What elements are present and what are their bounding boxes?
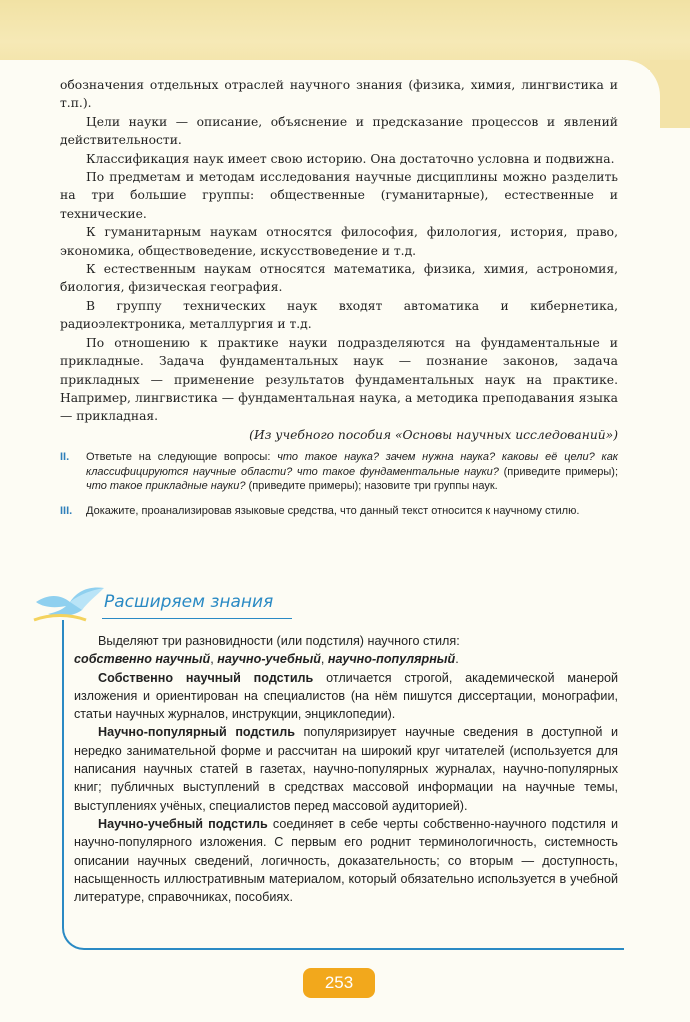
separator: ,	[210, 652, 218, 667]
term: Научно-популярный подстиль	[98, 725, 295, 740]
paragraph: Цели науки — описание, объяснение и предсказание процессов и явлений действительности.	[60, 114, 618, 148]
paragraph: Классификация наук имеет свою историю. Она достаточно условна и подвижна.	[86, 151, 615, 166]
paragraph: К гуманитарным наукам относятся философия, филология, история, право, экономика, обществоведение, искусствоведение и т.д.	[60, 225, 618, 258]
task-number: III.	[60, 504, 73, 517]
paragraph: По отношению к практике науки подразделяются на фундаментальные и прикладные. Задача фундаментальных наук — познание законов, задача прикладных — применение результатов фундаментальных наук на практике. Например, лингвистика — фундаментальная наука, а методика преподавания языка — прикладная.	[60, 335, 618, 424]
paragraph: По предметам и методам исследования научные дисциплины можно разделить на три большие группы: общественные (гуманитарные), естественные и технические.	[60, 170, 618, 221]
extension-text	[74, 632, 618, 906]
paragraph	[74, 723, 618, 814]
intro-text: Выделяют три разновидности (или подстиля) научного стиля:	[98, 634, 460, 648]
term-subst-3: научно-популярный	[327, 652, 456, 667]
task-text: (приведите примеры);	[498, 465, 618, 478]
term: Научно-учебный подстиль	[98, 816, 268, 831]
paragraph: обозначения отдельных отраслей научного знания (физика, химия, лингвистика и т.п.).	[60, 78, 618, 111]
page-number: 253	[303, 968, 375, 998]
paragraph	[74, 632, 618, 669]
source-citation: (Из учебного пособия «Основы научных исследований»)	[249, 427, 618, 442]
separator: ,	[320, 652, 328, 667]
term-subst-2: научно-учебный	[217, 652, 321, 667]
extension-title: Расширяем знания	[104, 592, 274, 612]
task-3	[60, 504, 618, 519]
text: отличается строгой, академической манерой изложения и ориентирован на специалистов (на нём пишутся диссертации, монографии, статьи научных журналов, инструкции, энциклопедии).	[74, 670, 618, 722]
title-underline	[102, 618, 292, 619]
text: популяризирует научные сведения в доступной и нередко занимательной форме и рассчитан на широкий круг читателей (используется для написания научных статей в газетах, научно-популярных журналах, научно-популярных книг; публичных выступлений в средствах массовой информации на научные темы, выступлениях учёных, специалистов перед массовой аудиторией).	[74, 725, 618, 813]
task-2	[60, 450, 618, 494]
main-text	[60, 76, 618, 519]
text: соединяет в себе черты собственно-научного подстиля и научно-популярного изложения. С первым его роднит терминологичность, системность описании научных сведений, логичность, доказательность; со вторым — доступность, насыщенность иллюстративным материалом, который обязательно используется в учебной литературе, справочниках, пособиях.	[74, 816, 619, 905]
task-number: II.	[60, 451, 70, 464]
separator: .	[455, 652, 459, 667]
paragraph: К естественным наукам относятся математика, физика, химия, астрономия, биология, физическая география.	[60, 262, 618, 295]
paragraph: В группу технических наук входят автоматика и кибернетика, радиоэлектроника, металлургия и т.д.	[60, 298, 618, 332]
task-text: Докажите, проанализировав языковые средства, что данный текст относится к научному стилю.	[86, 504, 580, 517]
task-question: что такое прикладные науки?	[86, 480, 246, 493]
paragraph	[74, 815, 618, 906]
term: Собственно научный подстиль	[98, 670, 314, 685]
paragraph	[74, 669, 618, 724]
task-question: что такое наука? зачем нужна наука? каковы её цели? как классифицируются научные области? что такое фундаментальные науки?	[86, 451, 619, 478]
term-subst-1: собственно научный	[74, 652, 211, 667]
task-text: (приведите примеры); назовите три группы наук.	[245, 480, 498, 493]
task-text: Ответьте на следующие вопросы:	[86, 451, 278, 464]
